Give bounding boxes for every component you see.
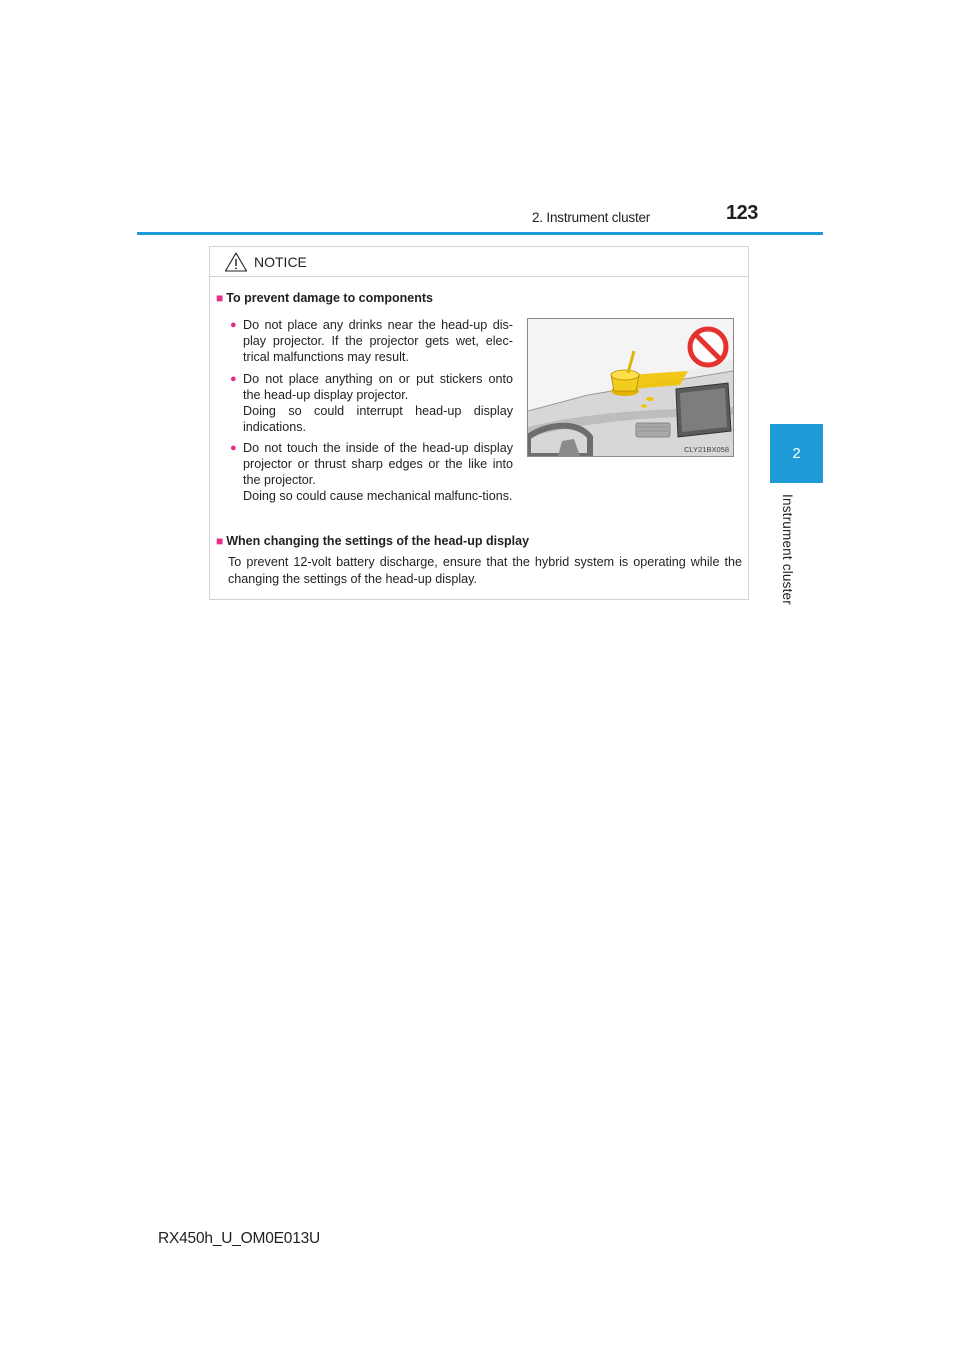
notice-title: NOTICE	[254, 254, 307, 270]
page-number: 123	[726, 202, 758, 224]
prohibited-sign-icon	[690, 329, 726, 365]
bullet-drinks: ● Do not place any drinks near the head-up dis-play projector. If the projector gets wet, elec-trical malfunctions may result.	[230, 318, 513, 364]
round-bullet-icon: ●	[230, 442, 237, 454]
section-title: 2. Instrument cluster	[532, 210, 651, 225]
warning-triangle-icon	[224, 251, 248, 273]
notice-header	[210, 247, 748, 277]
manual-code: RX450h_U_OM0E013U	[158, 1230, 321, 1247]
illustration-code: CLY21BX058	[684, 445, 729, 454]
bullet-stickers: ● Do not place anything on or put stickers onto the head-up display projector. Doing so could interrupt head-up display indications.	[230, 372, 513, 434]
header-rule	[137, 232, 823, 235]
chapter-label	[778, 492, 796, 607]
round-bullet-icon: ●	[230, 373, 237, 385]
projector-illustration	[527, 318, 734, 457]
chapter-number: 2	[792, 445, 801, 462]
square-bullet-icon: ■	[216, 291, 224, 305]
chapter-label-text: Instrument cluster	[779, 494, 795, 605]
subheading-settings: ■ When changing the settings of the head-up display	[216, 534, 530, 548]
settings-paragraph: To prevent 12-volt battery discharge, ensure that the hybrid system is operating while the changing the settings of the head-up display.	[228, 555, 742, 586]
square-bullet-icon: ■	[216, 534, 224, 548]
subheading-damage: ■ To prevent damage to components	[216, 291, 433, 305]
notice-box	[209, 246, 749, 600]
round-bullet-icon: ●	[230, 319, 237, 331]
bullet-touch: ● Do not touch the inside of the head-up display projector or thrust sharp edges or the like into the projector. Doing so could cause mechanical malfunc-tions.	[230, 441, 513, 503]
chapter-tab[interactable]	[770, 424, 823, 483]
